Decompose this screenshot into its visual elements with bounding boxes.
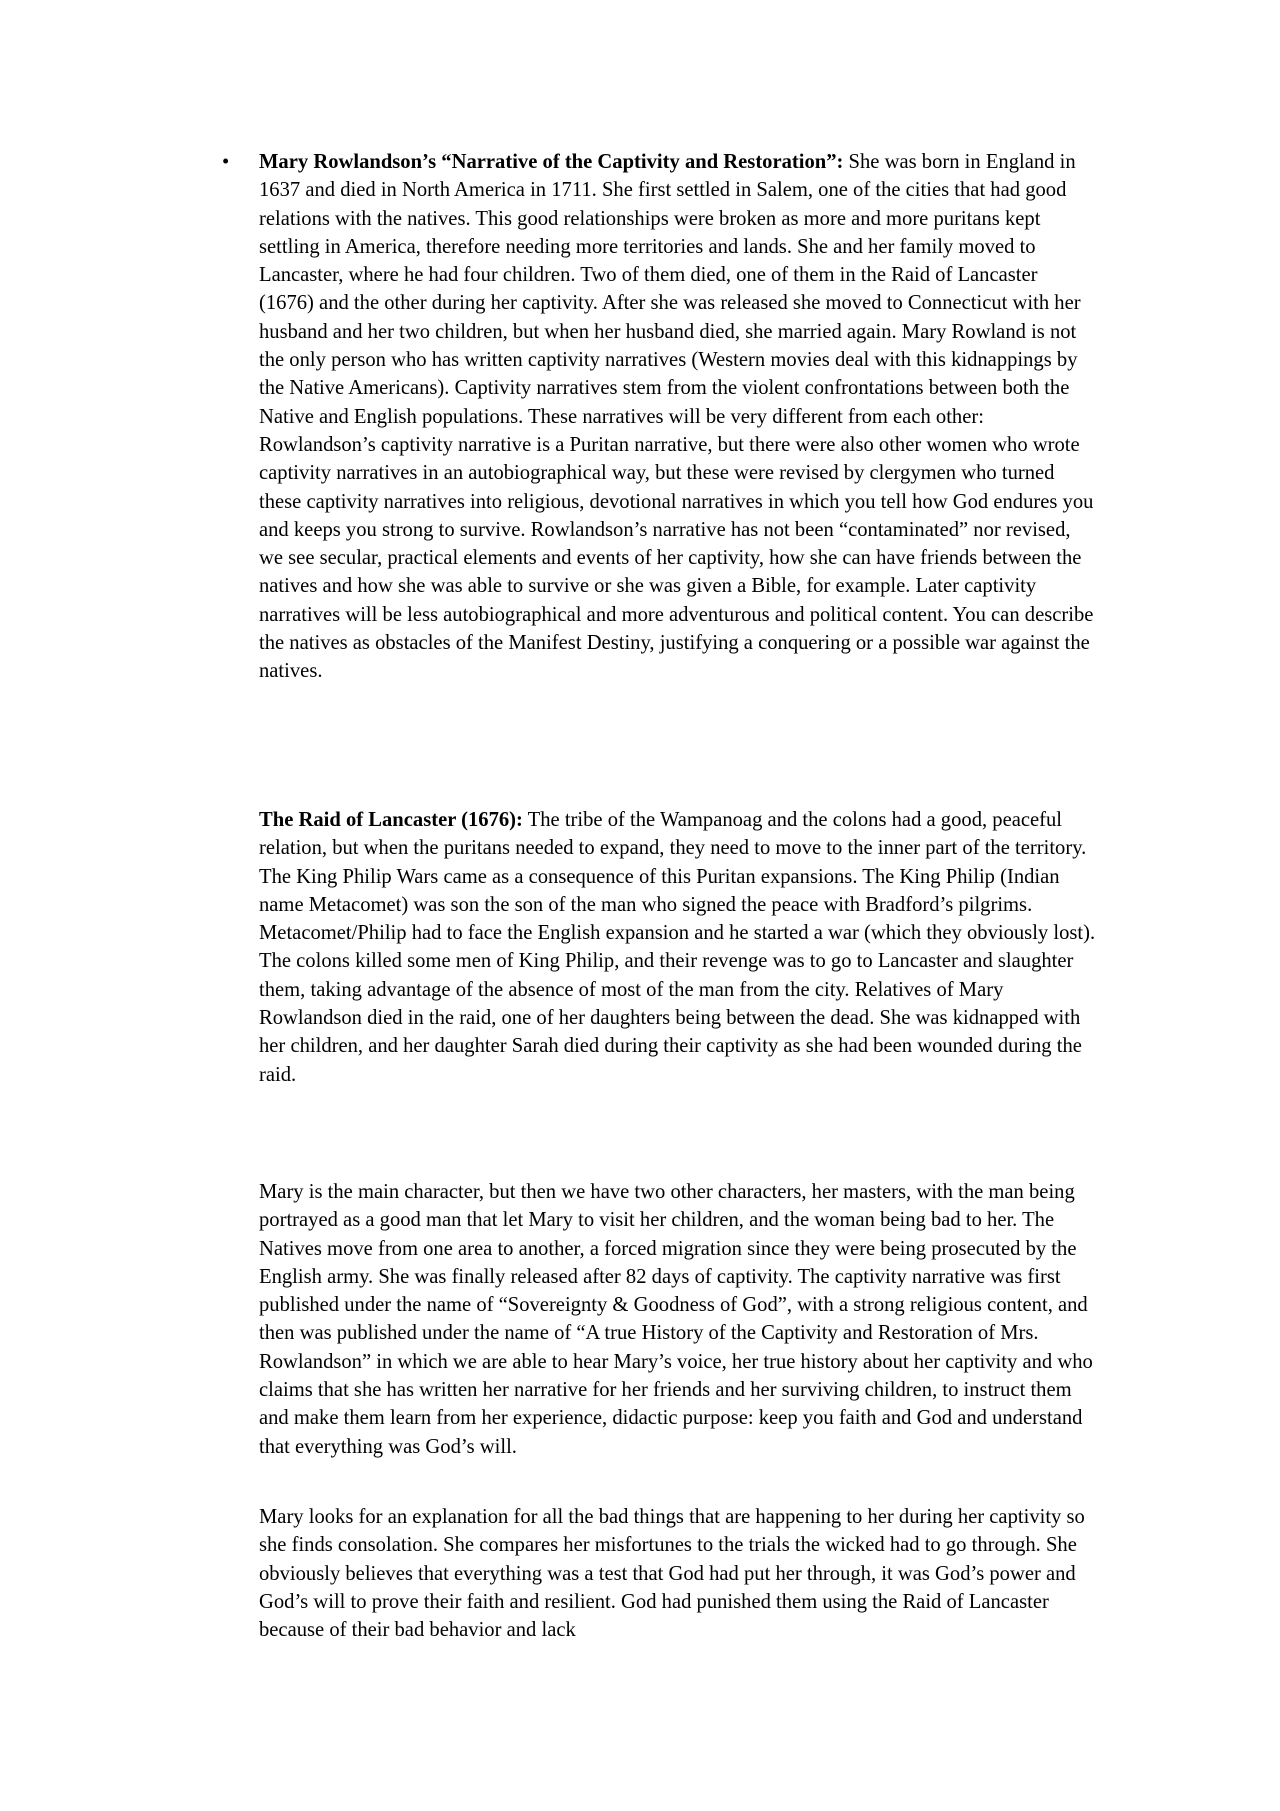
bullet-point: •: [222, 151, 230, 173]
section-main-character: [259, 1178, 1097, 1461]
section-explanation: [259, 1503, 1097, 1644]
paragraph-text: The tribe of the Wampanoag and the colons had a good, peaceful relation, but when the puritans needed to expand, they need to move to the inner part of the territory. The King Philip Wars came as a consequence of this Puritan expansions. The King Philip (Indian name Metacomet) was son the son of the man who signed the peace with Bradford’s pilgrims. Metacomet/Philip had to face the English expansion and he started a war (which they obviously lost). The colons killed some men of King Philip, and their revenge was to go to Lancaster and slaughter them, taking advantage of the absence of most of the man from the city. Relatives of Mary Rowlandson died in the raid, one of her daughters being between the dead. She was kidnapped with her children, and her daughter Sarah died during their captivity as she had been wounded during the raid.: [259, 809, 1096, 1086]
section-heading: The Raid of Lancaster (1676):: [259, 809, 523, 831]
paragraph-text: She was born in England in 1637 and died in North America in 1711. She first settled in Salem, one of the cities that had good relations with the natives. This good relationships were broken as more and more puritans kept settling in America, therefore needing more territories and lands. She and her family moved to Lancaster, where he had four children. Two of them died, one of them in the Raid of Lancaster (1676) and the other during her captivity. After she was released she moved to Connecticut with her husband and her two children, but when her husband died, she married again. Mary Rowland is not the only person who has written captivity narratives (Western movies deal with this kidnappings by the Native Americans). Captivity narratives stem from the violent confrontations between both the Native and English populations. These narratives will be very different from each other: Rowlandson’s captivity narrative is a Puritan narrative, but there were also other women who wrote captivity narratives in an autobiographical way, but these were revised by clergymen who turned these captivity narratives into religious, devotional narratives in which you tell how God endures you and keeps you strong to survive. Rowlandson’s narrative has not been “contaminated” nor revised, we see secular, practical elements and events of her captivity, how she can have friends between the natives and how she was able to survive or she was given a Bible, for example. Later captivity narratives will be less autobiographical and more adventurous and political content. You can describe the natives as obstacles of the Manifest Destiny, justifying a conquering or a possible war against the natives.: [259, 151, 1094, 683]
section-rowlandson-narrative: [222, 148, 1097, 686]
paragraph-text: Mary is the main character, but then we have two other characters, her masters, with the man being portrayed as a good man that let Mary to visit her children, and the woman being bad to her. The Natives move from one area to another, a forced migration since they were being prosecuted by the English army. She was finally released after 82 days of captivity. The captivity narrative was first published under the name of “Sovereignty & Goodness of God”, with a strong religious content, and then was published under the name of “A true History of the Captivity and Restoration of Mrs. Rowlandson” in which we are able to hear Mary’s voice, her true history about her captivity and who claims that she has written her narrative for her friends and her surviving children, to instruct them and make them learn from her experience, didactic purpose: keep you faith and God and understand that everything was God’s will.: [259, 1181, 1093, 1458]
paragraph-text: Mary looks for an explanation for all the bad things that are happening to her during her captivity so she finds consolation. She compares her misfortunes to the trials the wicked had to go through. She obviously believes that everything was a test that God had put her through, it was God’s power and God’s will to prove their faith and resilient. God had punished them using the Raid of Lancaster because of their bad behavior and lack: [259, 1506, 1085, 1642]
section-raid-of-lancaster: [259, 806, 1097, 1089]
paragraph: [259, 148, 1097, 686]
paragraph: [259, 806, 1097, 1089]
section-heading: Mary Rowlandson’s “Narrative of the Captivity and Restoration”:: [259, 151, 844, 173]
